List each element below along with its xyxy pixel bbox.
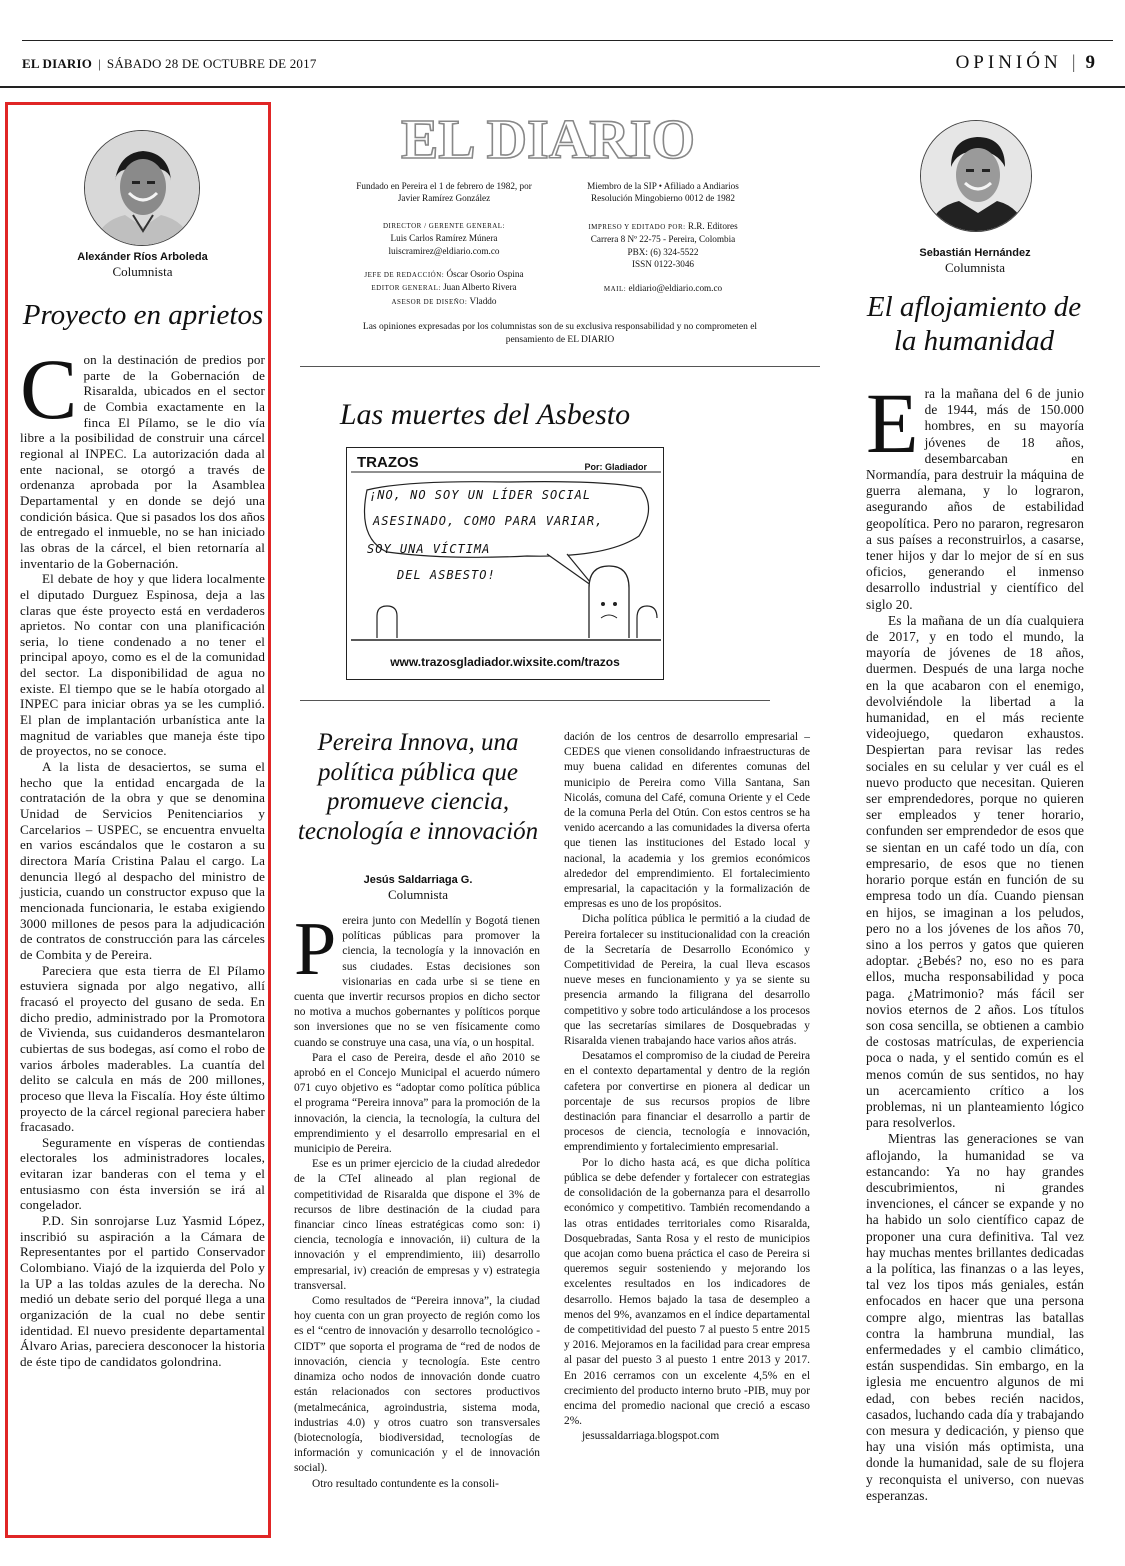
cartoon-line-1: ¡NO, NO SOY UN LÍDER SOCIAL: [369, 488, 592, 502]
cartoon-line-4: DEL ASBESTO!: [397, 568, 496, 582]
paragraph-text: ra la mañana del 6 de junio de 1944, más de 150.000 hombres, en su mayoría jóvenes de 18 años, desembarcaban en Normandía, para destruir la máquina de guerra alemana, y lo lograron, asegurando años de estabilidad geopolítica. Pero no pararon, regresaron a sus países a reconstruirlos, a casarse, tener hijos y dar lo mejor de sí en sus oficios, generando el inmenso desarrollo industrial y científico del siglo 20.: [866, 386, 1084, 612]
masthead-printer: [566, 220, 760, 271]
masthead-member: Miembro de la SIP • Afiliado a Andiarios Resolución Mingobierno 0012 de 1982: [587, 181, 739, 204]
paragraph: Ese es un primer ejercicio de la ciudad alrededor de la CTeI alineado al plan regional de competitividad de Risaralda que dispone el 3% de recursos de libre destinación de la ciudad para financiar cinco líneas estratégicas como son: i) ciencia, tecnología e innovación, ii) cultura de la innovación y el emprendimiento, iii) desarrollo empresarial, iv) creación de empresas y v) estrategia transversal.: [294, 1158, 540, 1292]
page-number: 9: [1085, 52, 1095, 73]
paragraph: dación de los centros de desarrollo empresarial – CEDES que vienen consolidando infraestructuras de muy buena calidad en diferentes comunas del municipio de Pereira como Villa Santana, San Nicolás, comuna del Café, comuna Oriente y el Cede de la comuna Perla del Otún. Con estos centros se ha venido acercando a las comunidades la diversa oferta que tienen las instituciones del Estado local y nacional, la academia y los gremios económicos alrededor del emprendimiento. El fortalecimiento empresarial, la capacitación y la formalización de empresas es uno de los propósitos.: [564, 731, 810, 911]
printer-label: IMPRESO Y EDITADO POR:: [588, 223, 686, 231]
article-title: Proyecto en aprietos: [22, 299, 264, 331]
signature: jesussaldarriaga.blogspot.com: [582, 1430, 720, 1443]
paper-name: EL DIARIO: [22, 56, 93, 71]
paragraph: [294, 907, 540, 1051]
right-author: Sebastián Hernández: [919, 247, 1031, 259]
paragraph: P.D. Sin sonrojarse Luz Yasmid López, inscribió su aspiración a la Cámara de Representantes por el partido Conservador Colombiano. Viajó de la izquierda del Polo y la UP a las toldas azules de la derecha. No medió un debate serio del porqué llega a una organización de la cual no debe sentir identidad. El nuevo presidente departamental Álvaro Arias, pareciera desconocer la historia de éste tipo de candidatos golondrina.: [20, 1213, 265, 1369]
paragraph: Para el caso de Pereira, desde el año 2010 se aprobó en el Concejo Municipal el acuerdo número 071 cuyo objetivo es “adoptar como política pública el programa “Pereira innova” para la promoción de la innovación, la ciencia, la tecnología, la cultura del emprendimiento y el desarrollo empresarial en el municipio de Pereira.: [294, 1051, 540, 1156]
cartoon-line-3: SOY UNA VÍCTIMA: [367, 542, 491, 556]
author-role: Columnista: [112, 264, 173, 279]
printer-address: Carrera 8 Nº 22-75 - Pereira, Colombia: [590, 234, 736, 245]
mail-address: eldiario@eldiario.com.co: [628, 283, 723, 293]
jefe-name: Óscar Osorio Ospina: [446, 269, 524, 279]
avatar-sebastian: [920, 120, 1032, 232]
paragraph: Pareciera que esta tierra de El Pílamo estuviera signada por algo negativo, allí fracasó el proyecto del gusano de seda. En dicho predio, administrado por la Promotora de Vivienda, sus cuidanderos desmantelaron cubiertas de sus bodegas, así como el robo de varios árboles maderables. La cuantía del delito se calcula en más de 200 millones, proceso que lleva la Fiscalía. Hoy éste último proyecto de la cárcel regional pareciera haber fracasado.: [20, 962, 265, 1135]
jefe-label: JEFE DE REDACCIÓN:: [364, 271, 445, 279]
cartoon-header: TRAZOS: [357, 454, 419, 471]
paragraph: Como resultados de “Pereira innova”, la ciudad hoy cuenta con un gran proyecto de región como los es el “centro de innovación y desarrollo tecnológico -CIDT” que soporta el programa de “red de nodos de innovación, ciencia y tecnología. Este centro dinamiza ocho nodos de innovación donde cuatro están relacionados con sectores productivos (metalmecánica, agroindustria, sistema moda, industrias 4.0) y otros cuatro son transversales (biotecnología, biodiversidad, tecnologías de información y comunicación y el de innovación social).: [294, 1295, 540, 1475]
masthead-rule: [300, 366, 820, 367]
printer-issn: ISSN 0122-3046: [631, 259, 695, 270]
center-column-1: [294, 907, 540, 1492]
asesor-label: ASESOR DE DISEÑO:: [391, 297, 468, 306]
section-name: OPINIÓN: [955, 52, 1062, 73]
paragraph: El debate de hoy y que lidera localmente el diputado Durguez Espinosa, deja a las claras que éste proyecto está en verdaderos aprietos. No contar con una planificación seria, lo tiene condenado a no tener el principal apoyo, como es el de la comunidad del sector. La disponibilidad de agua no existe. El tiempo que se le había otorgado al INPEC para iniciar obras ya se les cumplió. El plan de implantación urbanística ante la magnitud de variables que maneja éste tipo de proyectos, no se conoce.: [20, 571, 265, 759]
cartoon-drawing-icon: [347, 448, 665, 681]
paragraph: Es la mañana de un día cualquiera de 2017, y en todo el mundo, la mayoría de jóvenes de 18 años, duermen. Después de una larga noche en la que acabaron con el enemigo, devolviéndole la libertad a la humanidad, en el más reciente videojuego, quedaron exhaustos. Despiertan para revisar las redes sociales en su celular y ver cuál es el nuevo producto que necesitan. Quieren ser emprendedores, porque no quieren ser empleados y tener horario, confunden ser emprendedor de esos que se sientan en un café todo un día, con empresario, de esos que no tienen horario porque están en función de su empresa todo un día. Cuando piensan en hijos, se imaginan a los peludos, pero no a los jóvenes de los años 70, sino a los perros y gatos que quieren adoptar. ¿Bebés? no, eso no es para ellos, mucha responsabilidad y poca paga. ¿Matrimonio? más fácil ser novios eternos de 2 años. Los títulos son cosa sencilla, se obtienen a cambio de costosas matrículas, de experiencia poca o nada, y el sentido común es el menos común de sus sentidos, no hay un acercamiento crítico a los problemas, ni un planteamiento lógico para resolverlos.: [866, 612, 1084, 1131]
portrait-icon: [921, 121, 1032, 232]
portrait-icon: [85, 131, 200, 246]
dropcap: P: [294, 907, 337, 991]
center-author: Jesús Saldarriaga G.: [363, 874, 473, 886]
header-right: OPINIÓN | 9: [955, 52, 1095, 73]
masthead-staff: [348, 268, 540, 308]
masthead-logo-text: EL DIARIO: [400, 109, 696, 166]
dropcap: E: [866, 375, 919, 471]
director-label: DIRECTOR / GERENTE GENERAL:: [382, 222, 506, 230]
paragraph: A la lista de desaciertos, se suma el hecho que la entidad encargada de la contratación de la obra y que se denomina Unidad de Servicios Penitenciarios y Carcelarios – USPEC, se encuentra envuelta en varios escándalos que le costaron a su directora María Cristina Palau el cargo. La denuncia llegó al despacho del ministro de justicia, cuando un constructor expuso que la mencionada funcionaria, le estaba exigiendo 3000 millones de pesos para la adjudicación de contratos de construcción para las cárceles de Combita y de Pereira.: [20, 759, 265, 962]
left-article-body: [20, 341, 265, 1370]
right-article-body: [866, 375, 1084, 1504]
author-name: Alexánder Ríos Arboleda: [77, 251, 208, 263]
header-rule: [0, 86, 1125, 88]
paragraph-text: ereira junto con Medellín y Bogotá tienen políticas públicas para promover la ciencia, la tecnología y la innovación en sus ciudades. Estas decisiones son visionarias en cada urbe si se tiene en cuenta que invertir recursos propios en dicho sector no motiva a muchos gobernantes y políticos porque son inversiones que no se ven físicamente como cuando se construye una casa, una vía, o un hospital.: [294, 915, 540, 1049]
editor-label: EDITOR GENERAL:: [371, 284, 441, 293]
right-title: El aflojamiento de la humanidad: [866, 291, 1082, 358]
center-column-2: [564, 730, 810, 1445]
avatar-alexander: [84, 130, 200, 246]
cartoon-rule: [300, 700, 770, 701]
paragraph: Por lo dicho hasta acá, es que dicha política pública se debe defender y fortalecer con estrategias de consolidación de la gobernanza para el desarrollo económico y competitivo. También recomendando a las otras entidades territoriales como Risaralda, Dosquebradas, Santa Rosa y el resto de municipios que acojan como buena práctica el caso de Pereira si queremos seguir sosteniendo y mejorando los excelentes resultados en los indicadores de desarrollo. Hemos bajado la tasa de desempleo a menos del 9%, avanzamos en el índice departamental de competitividad del puesto 7 al puesto 5 entre 2015 y 2016. Mejoramos en la facilidad para crear empresa al pasar del puesto 3 al puesto 1 entre 2013 y 2017. En 2016 cerramos con un excelente 4,5% en el crecimiento del producto interno bruto -PIB, muy por encima del promedio nacional que creció a escaso 2%.: [564, 1156, 810, 1428]
printer-pbx: PBX: (6) 324-5522: [627, 246, 699, 257]
issue-date: SÁBADO 28 DE OCTUBRE DE 2017: [106, 56, 317, 71]
cartoon-url: www.trazosgladiador.wixsite.com/trazos: [390, 655, 620, 669]
masthead-logo: [398, 108, 698, 166]
dropcap: C: [20, 341, 78, 437]
paragraph: [20, 341, 265, 571]
cartoon-line-2: ASESINADO, COMO PARA VARIAR,: [373, 514, 604, 528]
paragraph: Mientras las generaciones se van aflojando, la humanidad se va estancando: Ya no hay grandes descubrimientos, ni grandes invenciones, el cáncer se expande y no ha habido un solo científico capaz de proponer una cura definitiva. Tal vez hay muchas mentes brillantes dedicadas a la política, las finanzas o a las leyes, tal vez los tipos más geniales, están enfocados en hacer que una persona compre algo, mientras las batallas contra la hambruna mundial, las enfermedades y el cambio climático, están suspendidas. Sin embargo, en la iglesia me encuentro algunos de mi edad, con bebes recién nacidos, casados, luchando cada día y trabajando con mesura y dedicación, y pienso que hay una visión más optimista, una donde la humanidad, sale de su flojera y reconquista el universo, con nuevas esperanzas.: [866, 1131, 1084, 1503]
center-title: Pereira Innova, una política pública que promueve ciencia, tecnología e innovación: [297, 729, 539, 845]
cartoon-title: Las muertes del Asbesto: [339, 398, 631, 431]
center-role: Columnista: [388, 887, 448, 902]
paragraph-text: on la destinación de predios por parte de la Gobernación de Risaralda, ubicados en el sector de Combia exactamente en la finca El Pílamo, se le dio vía libre a la posibilidad de construir una cárcel regional al INPEC. La autorización dada al ente nacional, se otorgó a través de ordenanza aprobada por la Asamblea Departamental y en donde se dejó una condición básica. Que si pasados los dos años de entregado el inmueble, no se han iniciado las obras de la cárcel, el bien retornaría al inventario de la Gobernación.: [20, 352, 265, 571]
printer-name: R.R. Editores: [687, 221, 738, 231]
editor-name: Juan Alberto Rivera: [443, 282, 517, 293]
right-role: Columnista: [945, 260, 1005, 275]
director-name: Luis Carlos Ramírez Múnera: [390, 233, 498, 244]
cartoon-byline: Por: Gladiador: [584, 462, 647, 472]
asesor-name: Vladdo: [469, 295, 497, 306]
header-left: EL DIARIO | SÁBADO 28 DE OCTUBRE DE 2017: [22, 56, 317, 71]
director-email: luiscramirez@eldiario.com.co: [388, 245, 500, 256]
top-rule: [22, 40, 1113, 41]
masthead-mail: [566, 282, 760, 295]
masthead-director: [348, 220, 540, 257]
mail-label: MAIL:: [603, 285, 627, 293]
paragraph: Desatamos el compromiso de la ciudad de Pereira en el contexto departamental y dentro de la región cafetera por convertirse en pionera al dedicar un porcentaje de sus recursos propios de libre destinación para financiar el desarrollo a partir de procesos de ciencia, tecnología e innovación, emprendimiento y fortalecimiento empresarial.: [564, 1050, 810, 1154]
paragraph: Dicha política pública le permitió a la ciudad de Pereira fortalecer su institucionalidad con la creación de la Secretaría de Desarrollo Económico y Competitividad de Pereira, la cual lleva escasos nueve meses en funcionamiento y ya se siente su presencia armando la filigrana del desarrollo competitivo y sobre todo articulándose a los procesos que las secretarías similares de Dosquebradas y Risaralda vienen trabajando hace varios años atrás.: [564, 913, 810, 1048]
masthead-founded: Fundado en Pereira el 1 de febrero de 1982, por Javier Ramírez González: [356, 181, 532, 204]
masthead-disclaimer: Las opiniones expresadas por los columnistas son de su exclusiva responsabilidad y no comprometen el pensamiento de EL DIARIO: [362, 322, 758, 345]
paragraph: Seguramente en vísperas de contiendas electorales los administradores locales, evitaran izar banderas con el tema y el entusiasmo con ésta inversión se irá al congelador.: [20, 1134, 265, 1213]
cartoon-frame: [346, 447, 664, 680]
paragraph: [866, 375, 1084, 613]
paragraph: Otro resultado contundente es la consoli-: [312, 1477, 499, 1490]
